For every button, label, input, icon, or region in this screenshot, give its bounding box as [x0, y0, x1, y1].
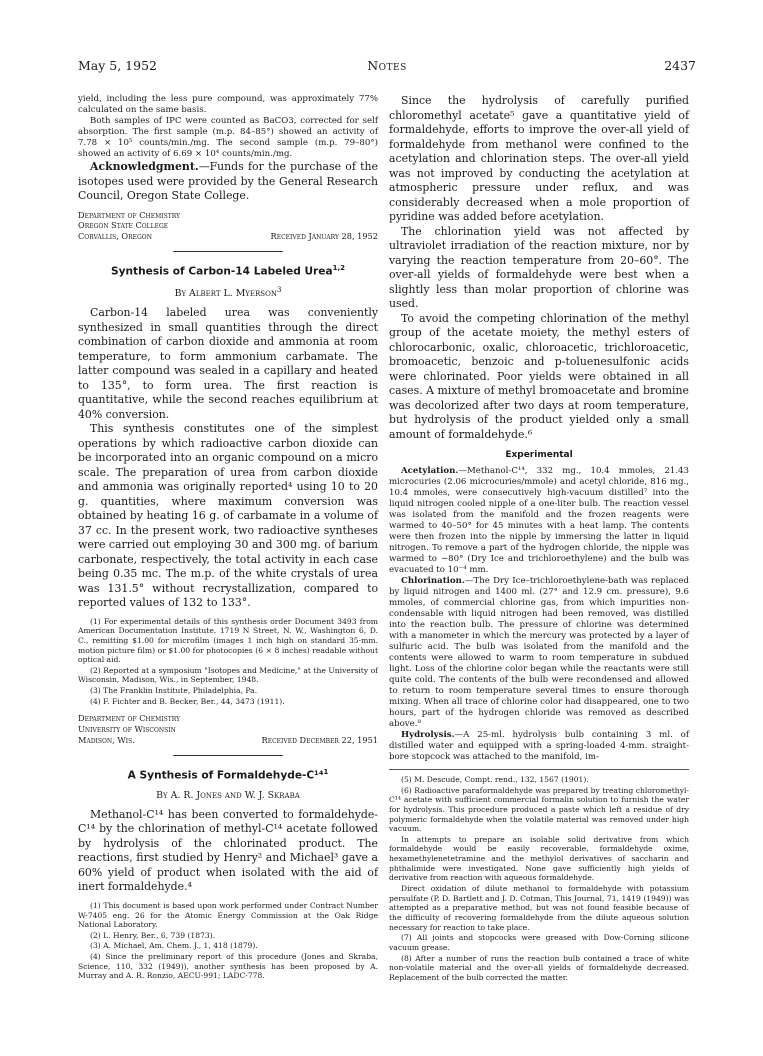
- chlorination-paragraph: [389, 576, 689, 730]
- acknowledgment-label: Acknowledgment.: [90, 160, 199, 173]
- article-2-title: [78, 768, 378, 782]
- right-paragraph-1: Since the hydrolysis of carefully purified chloromethyl acetate⁵ gave a quantitative yield of formaldehyde, efforts to improve the over-all yield of formaldehyde from methanol were confined to the acetylation and chlorination steps. The over-all yield was not improved by conducting the acetylation at atmospheric pressure under reflux, and was considerably decreased when a mole proportion of pyridine was added before acetylation.: [389, 94, 689, 223]
- acetylation-label: Acetylation.: [401, 466, 459, 476]
- article-1-paragraph-2: This synthesis constitutes one of the simplest operations by which radioactive carbon dioxide can be incorporated into an organic compound on a micro scale. The preparation of urea from carbon dioxide and ammonia was originally reported⁴ using 10 to 20 g. quantities, where maximum conversion was obtained by heating 16 g. of carbamate in a volume of 37 cc. In the present work, two radioactive syntheses were carried out employing 30 and 300 mg. of barium carbonate, respectively, the total activity in each case being 0.35 mc. The m.p. of the white crystals of urea was 131.5° without recrystallization, compared to reported values of 132 to 133°.: [78, 422, 378, 610]
- hydrolysis-label: Hydrolysis.: [401, 730, 455, 740]
- acknowledgment: [78, 160, 378, 204]
- footnote-6b: In attempts to prepare an isolable solid derivative from which formaldehyde would be easily recoverable, formaldehyde oxime, hexamethylenetetramine and the methylol derivatives of saccharin and phthalimide were investigated. None gave sufficiently high yields of derivative from reaction with aqueous formaldehyde.: [389, 834, 689, 883]
- article-2-title-text: A Synthesis of Formaldehyde-C¹⁴: [127, 769, 324, 782]
- article-1-title-text: Synthesis of Carbon-14 Labeled Urea: [110, 266, 333, 278]
- continuation-text: yield, including the less pure compound, was approximately 77% calculated on the same basis.: [78, 94, 378, 115]
- affiliation-1-line1: Department of Chemistry: [78, 209, 181, 220]
- hydrolysis-text: —A 25-ml. hydrolysis bulb containing 3 ml. of distilled water and equipped with a spring-loaded 4-mm. straight-bore stopcock was attached to the manifold, im-: [389, 730, 689, 762]
- right-column: [389, 94, 689, 983]
- counting-text: Both samples of IPC were counted as BaCO3, corrected for self absorption. The first sample (m.p. 84–85°) showed an activity of 7.78 × 10⁵ counts/min./mg. The second sample (m.p. 79–80°) showed an activity of 6.69 × 10⁴ counts/min./mg.: [78, 116, 378, 159]
- affiliation-block-1: [78, 210, 378, 242]
- footnote-a2-4: (4) Since the preliminary report of this procedure (Jones and Skraba, Science, 110, 332 (1949)), another synthesis has been proposed by A. Murray and A. R. Ronzio, AECU-991; LADC-778.: [78, 952, 378, 981]
- footnote-6: (6) Radioactive paraformaldehyde was prepared by treating chloromethyl-C¹⁴ acetate with sufficient commercial formalin solution to furnish the water for hydrolysis. This procedure produced a paste which left a residue of dry polymeric formaldehyde when the volatile material was removed under high vacuum.: [389, 785, 689, 834]
- header-section: Notes: [367, 58, 407, 73]
- chlorination-text: —The Dry Ice–trichloroethylene-bath was replaced by liquid nitrogen and 1400 ml. (27° and 12.9 cm. pressure), 9.6 mmoles, of commercial chlorine gas, from which impurities non-condensable with liquid nitrogen had been removed, was distilled into the reaction bulb. The pressure of chlorine was determined with a manometer in which the mercury was protected by a layer of sulfuric acid. The bulb was isolated from the manifold and the contents were allowed to warm to room temperature in subdued light. Loss of the chlorine color began while the reactants were still quite cold. The contents of the bulb were recondensed and allowed to return to room temperature several times to ensure thorough mixing. When all trace of chlorine color had disappeared, one to two hours, part of the hydrogen chloride was removed as described above.⁸: [389, 576, 689, 729]
- footnote-a2-3: (3) A. Michael, Am. Chem. J., 1, 418 (1879).: [90, 941, 258, 951]
- article-1-title-refs: 1,2: [332, 264, 346, 273]
- footnote-1: (1) For experimental details of this synthesis order Document 3493 from American Documentation Institute, 1719 N Street, N. W., Washington 6, D. C., remitting $1.00 for microfilm (images 1 inch high on standard 35-mm. motion picture film) or $1.00 for photocopies (6 × 8 inches) readable without optical aid.: [78, 616, 378, 665]
- header-date: May 5, 1952: [78, 58, 157, 73]
- article-1-author: [78, 286, 378, 299]
- right-paragraph-3: To avoid the competing chlorination of the methyl group of the acetate moiety, the methyl esters of chlorocarbonic, oxalic, chloroacetic, trichloroacetic, bromoacetic, benzoic and p-toluenesulfonic acids were chlorinated. Poor yields were obtained in all cases. A mixture of methyl bromoacetate and bromine was decolorized after two days at room temperature, but hydrolysis of the product yielded only a small amount of formaldehyde.⁶: [389, 311, 689, 441]
- footnote-8: (8) After a number of runs the reaction bulb contained a trace of white non-volatile material and the over-all yields of formaldehyde decreased. Replacement of the bulb corrected the matter.: [389, 953, 689, 982]
- affiliation-2-line2: University of Wisconsin: [78, 724, 176, 735]
- footnote-5: (5) M. Descude, Compt. rend., 132, 1567 (1901).: [401, 775, 589, 784]
- affiliation-1-line3: Corvallis, Oregon: [78, 230, 152, 241]
- footnote-divider: [389, 769, 689, 770]
- footnote-a2-2: (2) L. Henry, Ber., 6, 739 (1873).: [90, 930, 216, 940]
- affiliation-2-line1: Department of Chemistry: [78, 713, 181, 724]
- received-date-2: Received December 22, 1951: [261, 735, 378, 746]
- article-2-title-ref: 1: [323, 768, 329, 777]
- affiliation-1-line2: Oregon State College: [78, 220, 169, 231]
- received-date-1: Received January 28, 1952: [270, 231, 378, 242]
- acknowledgment-text: —Funds for the purchase of the isotopes used were provided by the General Research Council, Oregon State College.: [78, 160, 378, 202]
- footnote-6c: Direct oxidation of dilute methanol to formaldehyde with potassium persulfate (P. D. Bartlett and J. D. Cotman, This Journal, 71, 1419 (1949)) was attempted as a preparative method, but was not found feasible because of the difficulty of recovering formaldehyde from the dilute aqueous solution necessary for reaction to take place.: [389, 884, 689, 932]
- experimental-heading: Experimental: [505, 450, 573, 460]
- page-header: [78, 58, 696, 76]
- right-paragraph-2: The chlorination yield was not affected by ultraviolet irradiation of the reaction mixture, nor by varying the reaction temperature from 20–60°. The over-all yields of formaldehyde were best when a slightly less than molar proportion of chlorine was used.: [389, 224, 689, 310]
- article-divider-1: [173, 251, 283, 252]
- article-2-author: By A. R. Jones and W. J. Skraba: [156, 789, 300, 801]
- article-2-paragraph-1: Methanol-C¹⁴ has been converted to formaldehyde-C¹⁴ by the chlorination of methyl-C¹⁴ acetate followed by hydrolysis of the chlorinated product. The reactions, first studied by Henry² and Michael³ gave a 60% yield of product when isolated with the aid of inert formaldehyde.⁴: [78, 807, 378, 894]
- article-divider-2: [173, 755, 283, 756]
- left-column: [78, 94, 378, 982]
- affiliation-block-2: [78, 713, 378, 745]
- article-1-author-text: By Albert L. Myerson: [174, 288, 277, 300]
- article-2-footnotes: [78, 901, 378, 981]
- article-1-footnotes: [78, 617, 378, 707]
- header-page-number: 2437: [664, 58, 696, 73]
- article-1-author-ref: 3: [276, 286, 282, 294]
- affiliation-2-line3: Madison, Wis.: [78, 734, 135, 745]
- footnote-3: (3) The Franklin Institute, Philadelphia, Pa.: [90, 686, 258, 696]
- acetylation-paragraph: [389, 466, 689, 576]
- footnote-a2-1: (1) This document is based upon work performed under Contract Number W-7405 eng. 26 for the Atomic Energy Commission at the Oak Ridge National Laboratory.: [78, 900, 378, 930]
- footnote-4: (4) F. Fichter and B. Becker, Ber., 44, 3473 (1911).: [90, 696, 285, 706]
- footnote-7: (7) All joints and stopcocks were greased with Dow-Corning silicone vacuum grease.: [389, 933, 689, 952]
- right-footnotes: [389, 775, 689, 982]
- chlorination-label: Chlorination.: [401, 576, 465, 586]
- footnote-2: (2) Reported at a symposium "Isotopes and Medicine," at the University of Wisconsin, Madison, Wis., in September, 1948.: [78, 665, 378, 685]
- hydrolysis-paragraph: [389, 730, 689, 763]
- acetylation-text: —Methanol-C¹⁴, 332 mg., 10.4 mmoles, 21.43 microcuries (2.06 microcuries/mmole) and acetyl chloride, 816 mg., 10.4 mmoles, were consecutively high-vacuum distilled⁷ into the liquid nitrogen cooled nipple of a one-liter bulb. The reaction vessel was isolated from the manifold and the frozen reagents were warmed to 40–50° for 45 minutes with a heat lamp. The contents were then frozen into the nipple by immersing the latter in liquid nitrogen. To remove a part of the hydrogen chloride, the nipple was warmed to −80° (Dry Ice and trichloroethylene) and the bulb was evacuated to 10⁻⁴ mm.: [389, 466, 689, 575]
- article-1-title: [78, 264, 378, 278]
- article-1-paragraph-1: Carbon-14 labeled urea was conveniently synthesized in small quantities through the direct combination of carbon dioxide and ammonia at room temperature, to form ammonium carbamate. The latter compound was sealed in a capillary and heated to 135°, to form urea. The first reaction is quantitative, while the second reaches equilibrium at 40% conversion.: [78, 306, 378, 421]
